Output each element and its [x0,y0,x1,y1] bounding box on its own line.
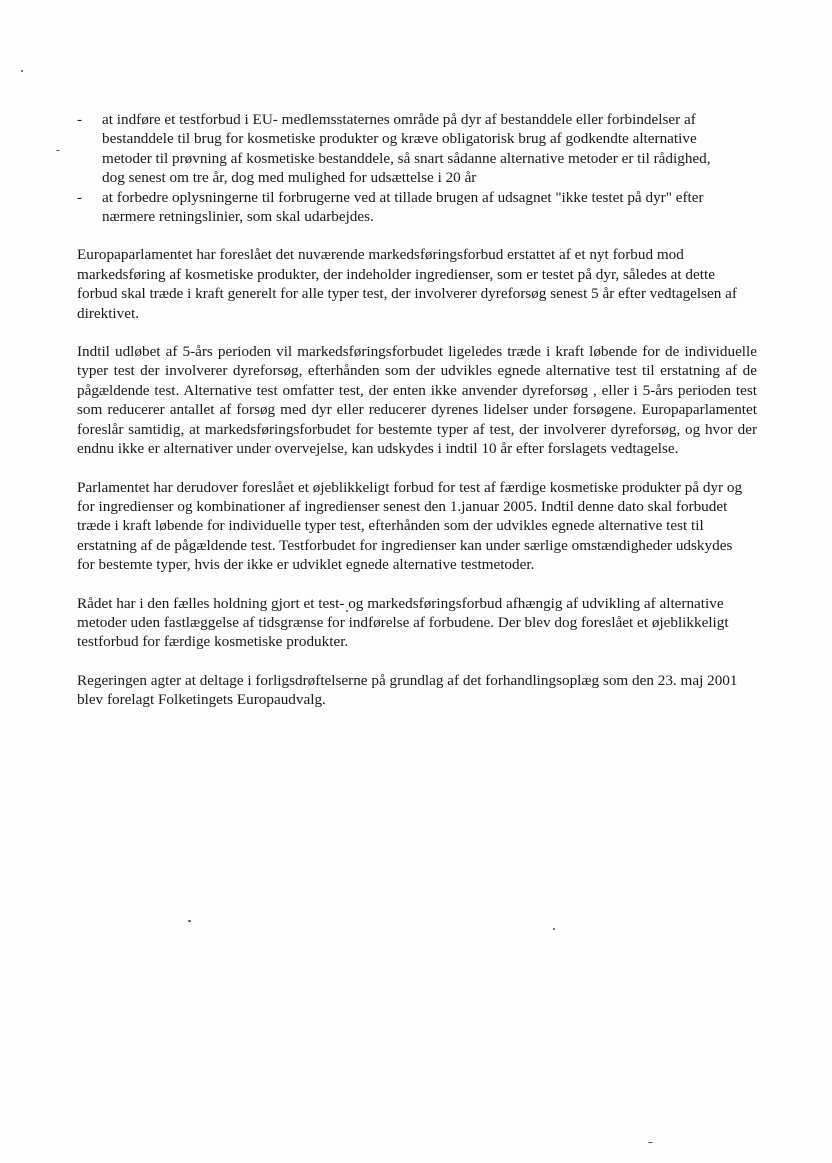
bullet-list [77,110,757,226]
bullet-text: at indføre et testforbud i EU- medlemsstaternes område på dyr af bestanddele eller forbindelser af bestanddele til brug for kosmetiske produkter og kræve obligatorisk brug af godkendte alternative metoder til prøvning af kosmetiske bestanddele, så snart sådanne alternative metoder er til rådighed, dog senest om tre år, dog med mulighed for udsættelse i 20 år [102,111,711,187]
paragraph: Rådet har i den fælles holdning gjort et test- og markedsføringsforbud afhængig af udvikling af alternative metoder uden fastlæggelse af tidsgrænse for indførelse af forbudene. Der blev dog foreslået et øjeblikkeligt testforbud for færdige kosmetiske produkter. [77,594,729,651]
scan-speck [553,928,555,930]
paragraph: Parlamentet har derudover foreslået et øjeblikkeligt forbud for test af færdige kosmetiske produkter på dyr og for ingredienser og kombinationer af ingredienser senest den 1.januar 2005. Indtil denne dato skal forbudet træde i kraft løbende for individuelle typer test, efterhånden som der udvikles egnede alternative test til erstatning af de pågældende test. Testforbudet for ingredienser kan under særlige omstændigheder udskydes for bestemte typer, hvis der ikke er udviklet egnede alternative testmetoder. [77,478,743,574]
paragraph: Europaparlamentet har foreslået det nuværende markedsføringsforbud erstattet af et nyt forbud mod markedsføring af kosmetiske produkter, der indeholder ingredienser, som er testet på dyr, således at dette forbud skal træde i kraft generelt for alle typer test, der involverer dyreforsøg senest 5 år efter vedtagelsen af direktivet. [77,246,737,322]
bullet-item [77,188,757,227]
document-body [77,110,757,710]
bullet-marker: - [77,111,83,128]
scan-speck [56,150,60,151]
scan-speck [21,70,23,72]
scan-speck [648,1142,653,1143]
bullet-text: at forbedre oplysningerne til forbrugerne ved at tillade brugen af udsagnet "ikke testet på dyr" efter nærmere retningslinier, som skal udarbejdes. [102,188,704,226]
bullet-marker: - [77,188,83,206]
paragraph: Indtil udløbet af 5-års perioden vil markedsføringsforbudet ligeledes træde i kraft løbende for de individuelle typer test der involverer dyreforsøg, efterhånden som der udvikles egnede alternative test til erstatning af de pågældende test. Alternative test omfatter test, der enten ikke anvender dyreforsøg , eller i 5-års perioden test som reducerer antallet af forsøg med dyr eller reducerer dyrenes lidelser under forsøgene. Europaparlamentet foreslår samtidig, at markedsføringsforbudet for bestemte typer af test, der involverer dyreforsøg, og hvor der endnu ikke er alternativer under overvejelse, kan udskydes i indtil 10 år efter forslagets vedtagelse. [77,343,757,458]
bullet-item [77,110,757,188]
paragraph: Regeringen agter at deltage i forligsdrøftelserne på grundlag af det forhandlingsoplæg som den 23. maj 2001 blev forelagt Folketingets Europaudvalg. [77,671,738,709]
scan-speck [188,920,191,922]
